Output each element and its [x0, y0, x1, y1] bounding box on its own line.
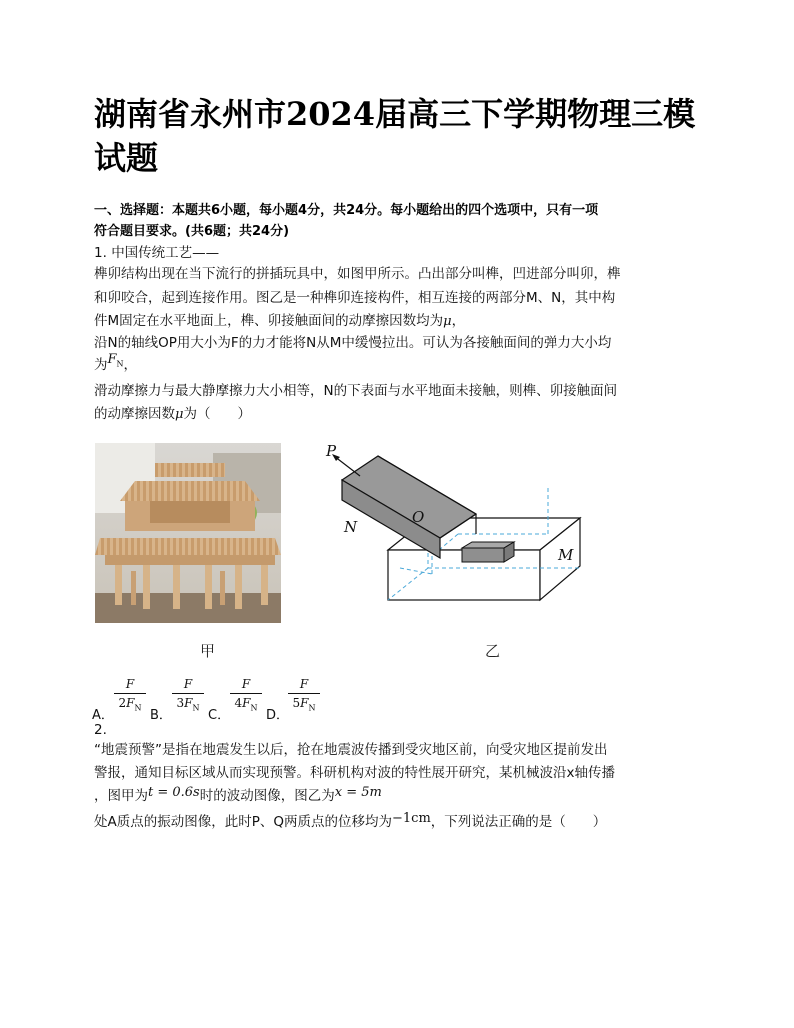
mu-symbol: μ: [175, 407, 184, 422]
answer-options: A． F $2F_N$ B． F $3F_N$ C． F $4F_N$ D． F $5F_N$: [92, 676, 352, 718]
question-1-line-5: 为$F_N$，: [94, 352, 138, 373]
question-2-line-2: 警报，通知目标区域从而实现预警。科研机构对波的特性展开研究，某机械波沿x轴传播: [94, 765, 615, 781]
figure-yi-diagram: [320, 438, 590, 608]
option-b-fraction: F $3F_N$: [170, 676, 206, 716]
page-title: 湖南省永州市2024届高三下学期物理三模试题: [94, 95, 696, 177]
section-heading-line-2: 符合题目要求。(共6题；共24分): [94, 224, 290, 239]
question-2-line-3: ，图甲为t = 0.6s时的波动图像，图乙为x = 5m: [94, 785, 382, 804]
question-2-line-1: “地震预警”是指在地震发生以后，抢在地震波传播到受灾地区前，向受灾地区提前发出: [94, 742, 608, 758]
option-c-fraction: F $4F_N$: [228, 676, 264, 716]
question-heading: 中国传统工艺——: [111, 245, 220, 261]
question-1-line-4: 沿N的轴线OP用大小为F的力才能将N从M中缓慢拉出。可认为各接触面间的弹力大小均: [94, 335, 612, 351]
section-heading-line-1: 一、选择题：本题共6小题，每小题4分，共24分。每小题给出的四个选项中，只有一项: [94, 203, 599, 218]
question-1-line-7: 的动摩擦因数μ为（ ）: [94, 406, 251, 422]
section-heading: [94, 200, 704, 242]
figure-jia-photo: [95, 443, 281, 623]
figure-yi-caption: 乙: [485, 642, 501, 660]
question-number: 1.: [94, 245, 107, 261]
question-1-line-3: 件M固定在水平地面上，榫、卯接触面间的动摩擦因数均为μ，: [94, 313, 466, 329]
option-d-fraction: F $5F_N$: [286, 676, 322, 716]
time-expression: t = 0.6s: [148, 785, 200, 800]
question-2-line-4: 处A质点的振动图像，此时P、Q两质点的位移均为−1cm，下列说法正确的是（ ）: [94, 811, 607, 830]
question-1-line-6: 滑动摩擦力与最大静摩擦力大小相等，N的下表面与水平地面未接触，则榫、卯接触面间: [94, 383, 618, 399]
question-1-heading: [94, 243, 704, 264]
pavilion-photo-illustration: [95, 443, 281, 623]
label-m: M: [558, 546, 574, 564]
option-a-fraction: F $2F_N$: [112, 676, 148, 716]
label-n: N: [344, 518, 358, 536]
position-expression: x = 5m: [334, 785, 382, 800]
figure-jia-caption: 甲: [200, 642, 216, 660]
question-2-number: 2.: [94, 722, 107, 738]
label-o: O: [412, 508, 425, 526]
mu-symbol: μ: [443, 314, 452, 329]
displacement-value: −1cm: [392, 811, 431, 826]
tenon-visible: [462, 548, 504, 562]
question-1-line-1: 榫卯结构出现在当下流行的拼插玩具中，如图甲所示。凸出部分叫榫，凹进部分叫卯，榫: [94, 266, 621, 282]
fn-symbol: $F_N$: [107, 352, 124, 369]
label-p: P: [326, 442, 337, 460]
question-1-line-2: 和卯咬合，起到连接作用。图乙是一种榫卯连接构件，相互连接的两部分M、N，其中构: [94, 290, 616, 306]
